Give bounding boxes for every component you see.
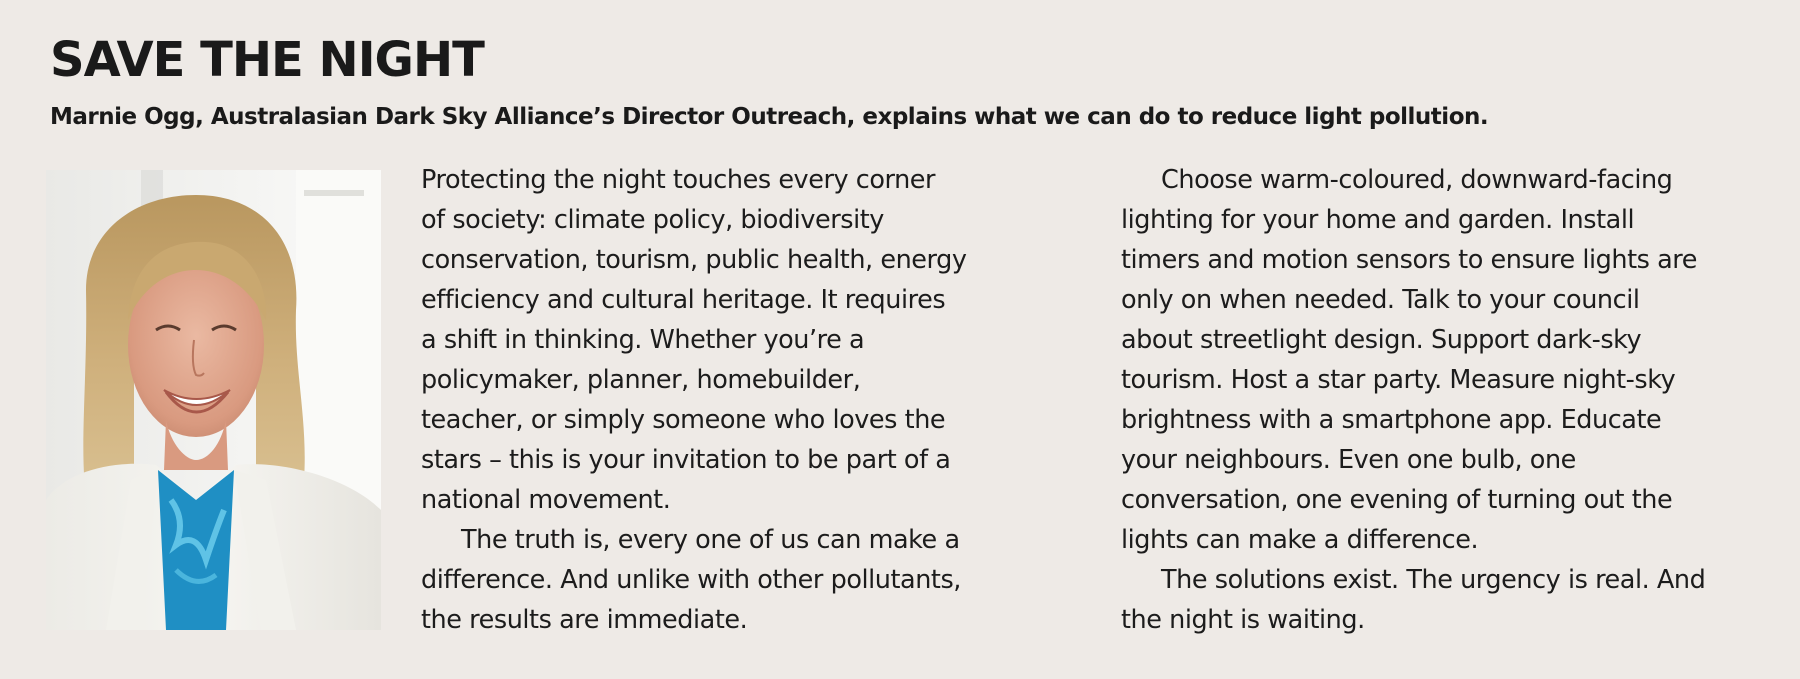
text-line: policymaker, planner, homebuilder, — [421, 365, 861, 395]
text-line: a shift in thinking. Whether you’re a — [421, 325, 865, 355]
text-line: conversation, one evening of turning out the — [1121, 485, 1673, 515]
text-line: about streetlight design. Support dark-sky — [1121, 325, 1642, 355]
text-line: difference. And unlike with other pollutants, — [421, 565, 961, 595]
headline: SAVE THE NIGHT — [50, 32, 484, 88]
text-line: of society: climate policy, biodiversity — [421, 205, 884, 235]
text-line: teacher, or simply someone who loves the — [421, 405, 946, 435]
text-line: lights can make a difference. — [1121, 525, 1479, 555]
article-column-right — [1121, 160, 1761, 640]
text-line: the night is waiting. — [1121, 605, 1365, 635]
paragraph — [1121, 560, 1761, 640]
text-line: The truth is, every one of us can make a — [461, 525, 960, 555]
text-line: The solutions exist. The urgency is real. And — [1161, 565, 1706, 595]
text-line: efficiency and cultural heritage. It requires — [421, 285, 946, 315]
text-line: brightness with a smartphone app. Educate — [1121, 405, 1662, 435]
text-line: the results are immediate. — [421, 605, 748, 635]
paragraph — [421, 160, 1061, 520]
text-line: national movement. — [421, 485, 671, 515]
portrait-photo — [46, 170, 381, 630]
text-line: conservation, tourism, public health, energy — [421, 245, 967, 275]
paragraph — [1121, 160, 1761, 560]
text-line: Protecting the night touches every corner — [421, 165, 936, 195]
text-line: tourism. Host a star party. Measure night-sky — [1121, 365, 1676, 395]
text-line: your neighbours. Even one bulb, one — [1121, 445, 1576, 475]
text-line: stars – this is your invitation to be part of a — [421, 445, 951, 475]
text-line: lighting for your home and garden. Install — [1121, 205, 1635, 235]
paragraph — [421, 520, 1061, 640]
article-column-left — [421, 160, 1061, 640]
standfirst: Marnie Ogg, Australasian Dark Sky Alliance’s Director Outreach, explains what we can do to reduce light pollution. — [50, 104, 1489, 130]
text-line: Choose warm-coloured, downward-facing — [1161, 165, 1673, 195]
text-line: only on when needed. Talk to your council — [1121, 285, 1640, 315]
text-line: timers and motion sensors to ensure lights are — [1121, 245, 1698, 275]
